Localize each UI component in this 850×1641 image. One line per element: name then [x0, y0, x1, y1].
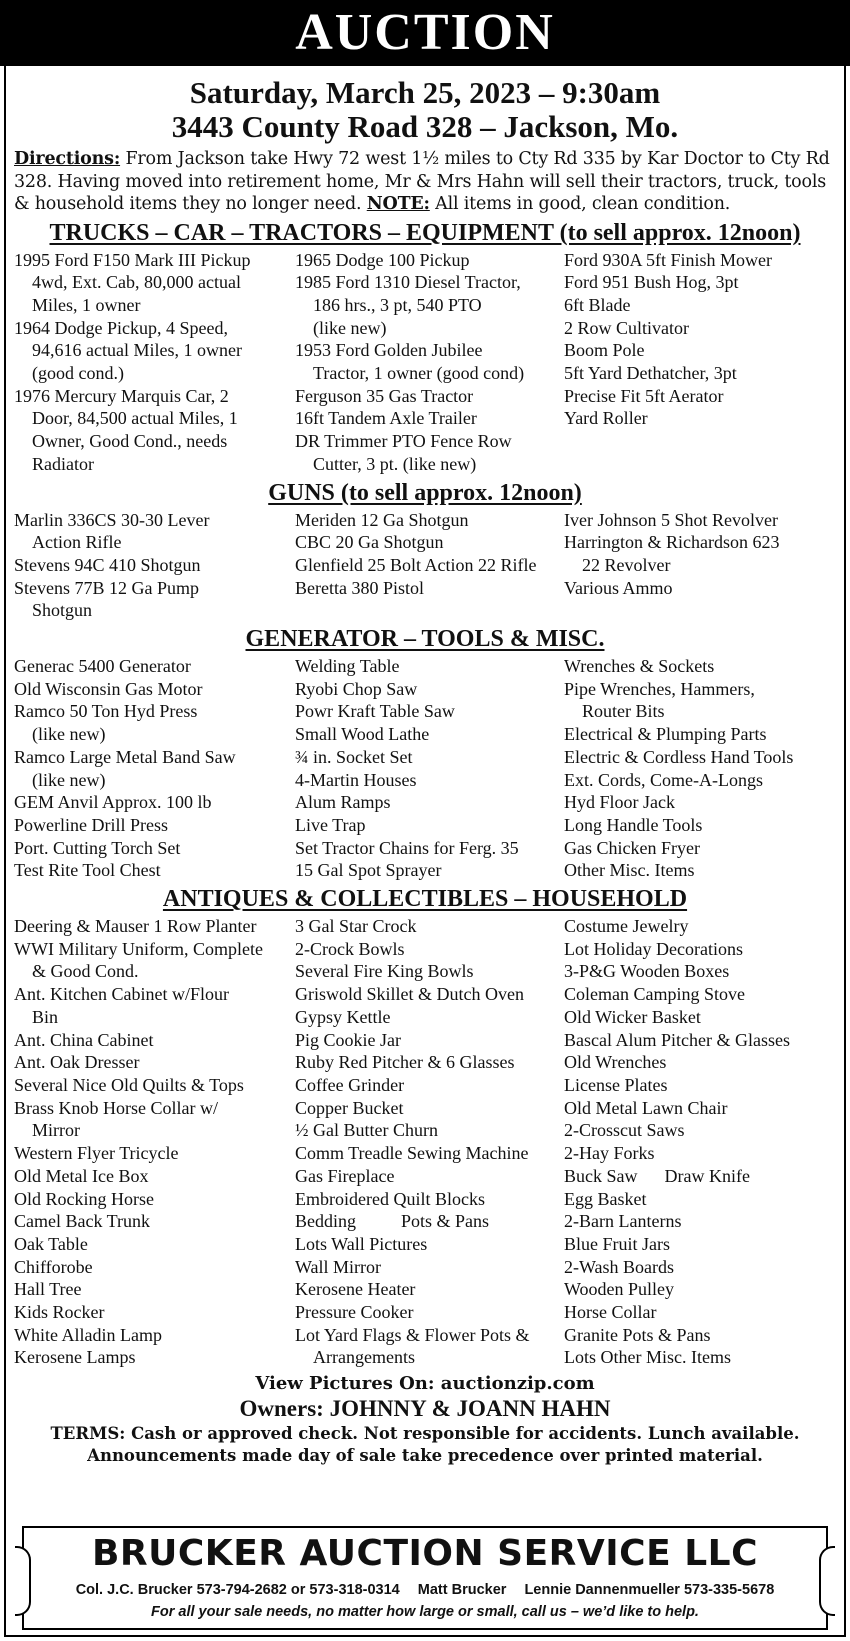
list-item: Granite Pots & Pans: [564, 1324, 711, 1345]
view-pictures-line: View Pictures On: auctionzip.com: [255, 1373, 595, 1395]
list-item: Glenfield 25 Bolt Action 22 Rifle: [295, 554, 537, 575]
list-item: 4wd, Ext. Cab, 80,000 actual: [32, 272, 241, 293]
list-item: 2-Hay Forks: [564, 1143, 655, 1164]
list-item: 2 Row Cultivator: [564, 317, 689, 338]
guns-column-2: [295, 509, 564, 623]
contact-jc-brucker: Col. J.C. Brucker 573-794-2682 or 573-318-0314: [75, 1582, 400, 1598]
list-item: 2-Crock Bowls: [295, 938, 405, 959]
list-item: Long Handle Tools: [564, 814, 703, 835]
contact-matt-brucker: Matt Brucker: [417, 1582, 507, 1598]
list-item: (like new): [313, 317, 387, 338]
list-item: 3-P&G Wooden Boxes: [564, 961, 730, 982]
list-item: Shotgun: [32, 600, 93, 621]
list-item: Brass Knob Horse Collar w/: [14, 1097, 218, 1118]
list-item: Welding Table: [295, 656, 400, 677]
list-item: Several Fire King Bowls: [295, 961, 474, 982]
company-tagline: For all your sale needs, no matter how large or small, call us – we’d like to help.: [151, 1604, 699, 1620]
company-contacts: [24, 1580, 826, 1600]
list-item: Ruby Red Pitcher & 6 Glasses: [295, 1052, 515, 1073]
list-item: Port. Cutting Torch Set: [14, 837, 181, 858]
list-item: Wooden Pulley: [564, 1279, 675, 1300]
list-item: Embroidered Quilt Blocks: [295, 1188, 485, 1209]
list-item: Iver Johnson 5 Shot Revolver: [564, 509, 778, 530]
list-item: (like new): [32, 769, 106, 790]
terms-line-2: Announcements made day of sale take precedence over printed material.: [87, 1446, 763, 1466]
list-item: ½ Gal Butter Churn: [295, 1120, 438, 1141]
list-item: Wall Mirror: [295, 1256, 382, 1277]
section-title-guns: GUNS (to sell approx. 12noon): [268, 479, 582, 506]
list-item: Pressure Cooker: [295, 1302, 414, 1323]
list-item: Lots Other Misc. Items: [564, 1347, 731, 1368]
list-item: 94,616 actual Miles, 1 owner: [32, 340, 242, 361]
note-text: All items in good, clean condition.: [429, 194, 731, 214]
list-item: Horse Collar: [564, 1302, 657, 1323]
list-item: 186 hrs., 3 pt, 540 PTO: [313, 294, 482, 315]
company-box: [22, 1526, 828, 1630]
list-item: Action Rifle: [32, 532, 122, 553]
list-item: Ramco Large Metal Band Saw: [14, 746, 236, 767]
list-item: Set Tractor Chains for Ferg. 35: [295, 837, 519, 858]
list-item: Hyd Floor Jack: [564, 792, 675, 813]
section-title-antiques: ANTIQUES & COLLECTIBLES – HOUSEHOLD: [162, 886, 688, 913]
list-item: 1976 Mercury Marquis Car, 2: [14, 385, 229, 406]
list-item: Coleman Camping Stove: [564, 984, 745, 1005]
list-item: Gas Chicken Fryer: [564, 837, 700, 858]
section-title-trucks: TRUCKS – CAR – TRACTORS – EQUIPMENT (to sell approx. 12noon): [49, 219, 801, 246]
list-item: Ryobi Chop Saw: [295, 678, 418, 699]
list-item: Ant. China Cabinet: [14, 1029, 154, 1050]
sale-date: Saturday, March 25, 2023 – 9:30am: [189, 75, 661, 110]
list-item: Old Wicker Basket: [564, 1006, 701, 1027]
list-item: Bin: [32, 1006, 59, 1027]
list-item: Lot Holiday Decorations: [564, 938, 743, 959]
list-item: Kids Rocker: [14, 1302, 105, 1323]
list-item: Yard Roller: [564, 408, 648, 429]
list-item: Copper Bucket: [295, 1097, 404, 1118]
list-item: DR Trimmer PTO Fence Row: [295, 431, 512, 452]
list-item: 1964 Dodge Pickup, 4 Speed,: [14, 317, 228, 338]
list-item: Blue Fruit Jars: [564, 1233, 670, 1254]
list-item: GEM Anvil Approx. 100 lb: [14, 792, 212, 813]
note-label: NOTE:: [366, 194, 430, 214]
list-item: Comm Treadle Sewing Machine: [295, 1143, 529, 1164]
list-item: Old Wisconsin Gas Motor: [14, 678, 203, 699]
list-item: Gypsy Kettle: [295, 1006, 391, 1027]
guns-column-1: [14, 509, 295, 623]
list-item: Coffee Grinder: [295, 1075, 405, 1095]
list-item: Western Flyer Tricycle: [14, 1143, 179, 1164]
list-item: Chifforobe: [14, 1256, 93, 1277]
list-item: Ant. Oak Dresser: [14, 1052, 140, 1073]
list-item: Test Rite Tool Chest: [14, 860, 161, 881]
list-item: Ferguson 35 Gas Tractor: [295, 385, 474, 406]
list-item: 1965 Dodge 100 Pickup: [295, 249, 470, 270]
ad-content: [14, 66, 836, 1467]
list-item: Oak Table: [14, 1233, 88, 1254]
list-item: 1985 Ford 1310 Diesel Tractor,: [295, 272, 521, 293]
terms-line-1: TERMS: Cash or approved check. Not responsible for accidents. Lunch available.: [50, 1424, 800, 1444]
list-item: Pipe Wrenches, Hammers,: [564, 678, 755, 699]
list-item: Arrangements: [313, 1347, 415, 1368]
section-title-tools: GENERATOR – TOOLS & MISC.: [245, 626, 605, 653]
list-item: Lot Yard Flags & Flower Pots &: [295, 1324, 530, 1345]
list-item: Bedding Pots & Pans: [295, 1211, 490, 1232]
list-item: 2-Wash Boards: [564, 1256, 675, 1277]
list-item: 22 Revolver: [582, 554, 671, 575]
list-item: Other Misc. Items: [564, 860, 695, 881]
list-item: Camel Back Trunk: [14, 1211, 151, 1232]
trucks-column-1: [14, 249, 295, 476]
sale-address: 3443 County Road 328 – Jackson, Mo.: [171, 109, 679, 144]
list-item: Several Nice Old Quilts & Tops: [14, 1075, 244, 1095]
list-item: Buck Saw Draw Knife: [564, 1165, 750, 1186]
list-item: Kerosene Heater: [295, 1279, 416, 1300]
list-item: Ramco 50 Ton Hyd Press: [14, 701, 198, 722]
list-item: Ford 951 Bush Hog, 3pt: [564, 272, 739, 293]
list-item: Door, 84,500 actual Miles, 1: [32, 408, 238, 429]
list-item: Powerline Drill Press: [14, 814, 168, 835]
list-item: WWI Military Uniform, Complete: [14, 938, 263, 959]
list-item: 2-Crosscut Saws: [564, 1120, 685, 1141]
list-item: Mirror: [32, 1120, 80, 1141]
list-item: (good cond.): [32, 363, 124, 384]
list-item: 6ft Blade: [564, 294, 631, 315]
list-item: Old Metal Ice Box: [14, 1165, 149, 1186]
list-item: Miles, 1 owner: [32, 294, 141, 315]
list-item: Radiator: [32, 453, 94, 474]
intro-paragraph: [14, 148, 836, 216]
list-item: Stevens 94C 410 Shotgun: [14, 554, 201, 575]
section-antiques: [14, 915, 836, 1369]
auction-banner: AUCTION: [0, 0, 850, 66]
list-item: Wrenches & Sockets: [564, 656, 715, 677]
list-item: Cutter, 3 pt. (like new): [313, 453, 477, 474]
antiques-column-3: [564, 915, 836, 1369]
list-item: 16ft Tandem Axle Trailer: [295, 408, 477, 429]
list-item: Boom Pole: [564, 340, 645, 361]
list-item: License Plates: [564, 1075, 668, 1095]
list-item: Griswold Skillet & Dutch Oven: [295, 984, 524, 1005]
contact-lennie-dannenmueller: Lennie Dannenmueller 573-335-5678: [524, 1582, 775, 1598]
list-item: Stevens 77B 12 Ga Pump: [14, 577, 200, 598]
section-tools: [14, 655, 836, 882]
list-item: Generac 5400 Generator: [14, 656, 191, 677]
list-item: Marlin 336CS 30-30 Lever: [14, 509, 210, 530]
list-item: Hall Tree: [14, 1279, 82, 1300]
list-item: 4-Martin Houses: [295, 769, 417, 790]
list-item: Tractor, 1 owner (good cond): [313, 363, 525, 384]
list-item: Live Trap: [295, 814, 366, 835]
tools-column-3: [564, 655, 836, 882]
list-item: Electric & Cordless Hand Tools: [564, 746, 794, 767]
list-item: Harrington & Richardson 623: [564, 532, 780, 553]
tools-column-2: [295, 655, 564, 882]
list-item: Egg Basket: [564, 1188, 647, 1209]
list-item: Pig Cookie Jar: [295, 1029, 401, 1050]
list-item: 1953 Ford Golden Jubilee: [295, 340, 483, 361]
list-item: ¾ in. Socket Set: [295, 746, 413, 767]
owners-line: Owners: JOHNNY & JOANN HAHN: [239, 1396, 611, 1422]
list-item: Ford 930A 5ft Finish Mower: [564, 249, 773, 270]
section-trucks: [14, 249, 836, 476]
list-item: Ext. Cords, Come-A-Longs: [564, 769, 763, 790]
list-item: Beretta 380 Pistol: [295, 577, 424, 598]
list-item: Bascal Alum Pitcher & Glasses: [564, 1029, 790, 1050]
list-item: Kerosene Lamps: [14, 1347, 136, 1368]
list-item: (like new): [32, 724, 106, 745]
list-item: 1995 Ford F150 Mark III Pickup: [14, 249, 251, 270]
list-item: 5ft Yard Dethatcher, 3pt: [564, 363, 737, 384]
list-item: Various Ammo: [564, 577, 673, 598]
list-item: Meriden 12 Ga Shotgun: [295, 509, 469, 530]
list-item: Deering & Mauser 1 Row Planter: [14, 916, 257, 937]
guns-column-3: [564, 509, 836, 623]
list-item: Old Wrenches: [564, 1052, 667, 1073]
directions-label: Directions:: [14, 149, 121, 169]
list-item: Costume Jewelry: [564, 916, 689, 937]
list-item: Gas Fireplace: [295, 1165, 395, 1186]
list-item: & Good Cond.: [32, 961, 139, 982]
tools-column-1: [14, 655, 295, 882]
list-item: 15 Gal Spot Sprayer: [295, 860, 442, 881]
list-item: Old Metal Lawn Chair: [564, 1097, 728, 1118]
antiques-column-1: [14, 915, 295, 1369]
list-item: Lots Wall Pictures: [295, 1233, 428, 1254]
list-item: CBC 20 Ga Shotgun: [295, 532, 444, 553]
list-item: Powr Kraft Table Saw: [295, 701, 455, 722]
list-item: Alum Ramps: [295, 792, 391, 813]
trucks-column-2: [295, 249, 564, 476]
list-item: 2-Barn Lanterns: [564, 1211, 682, 1232]
list-item: Precise Fit 5ft Aerator: [564, 385, 724, 406]
trucks-column-3: [564, 249, 836, 476]
antiques-column-2: [295, 915, 564, 1369]
list-item: Old Rocking Horse: [14, 1188, 154, 1209]
list-item: Small Wood Lathe: [295, 724, 430, 745]
section-guns: [14, 509, 836, 623]
list-item: Owner, Good Cond., needs: [32, 431, 228, 452]
list-item: Electrical & Plumping Parts: [564, 724, 767, 745]
list-item: Router Bits: [582, 701, 665, 722]
company-name: BRUCKER AUCTION SERVICE LLC: [91, 1533, 759, 1574]
list-item: 3 Gal Star Crock: [295, 916, 417, 937]
list-item: Ant. Kitchen Cabinet w/Flour: [14, 984, 229, 1005]
list-item: White Alladin Lamp: [14, 1324, 162, 1345]
directions-text: From Jackson take Hwy 72 west 1½ miles to Cty Rd 335 by Kar Doctor to Cty Rd 328. Having moved into retirement home, Mr & Mrs Hahn will sell their tractors, truck, tools & household items they no longer need.: [14, 149, 830, 214]
